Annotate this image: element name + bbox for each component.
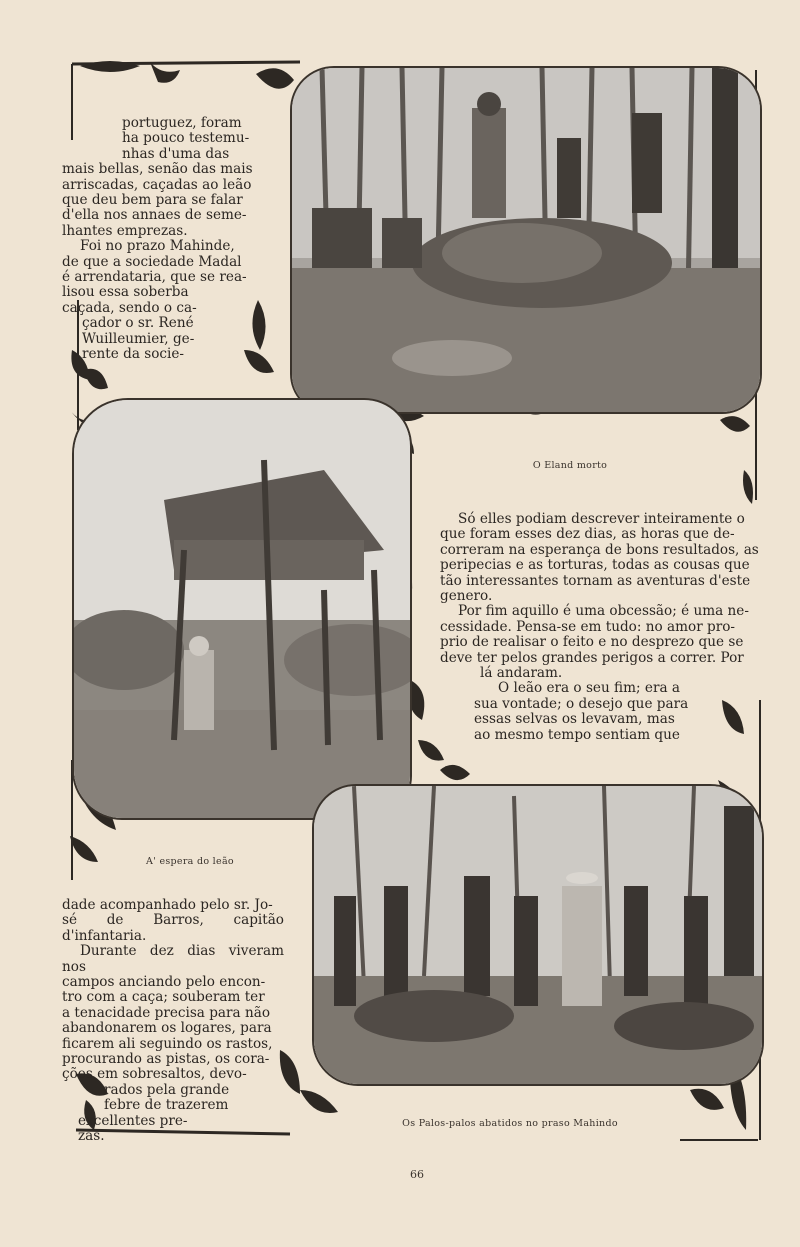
text-line: abandonarem os logares, para xyxy=(62,1020,272,1037)
caption-eland-morto: O Eland morto xyxy=(532,460,608,471)
photo-eland-morto xyxy=(290,66,762,414)
text-line: de que a sociedade Madal xyxy=(62,253,242,270)
text-line: lisou essa soberba xyxy=(62,284,189,301)
text-line: lhantes emprezas. xyxy=(62,222,188,239)
text-line: dade acompanhado pelo sr. Jo- xyxy=(62,897,273,913)
text-line: Foi no prazo Mahinde, xyxy=(80,238,235,255)
text-line: excellentes pre- xyxy=(78,1112,188,1129)
text-line: que deu bem para se falar xyxy=(62,192,243,209)
text-line: tão interessantes tornam as aventuras d'este xyxy=(440,572,751,589)
text-line: correram na esperança de bons resultados, as xyxy=(440,541,759,558)
text-line: lá andaram. xyxy=(480,665,563,682)
text-line: peripecias e as torturas, todas as cousas que xyxy=(440,557,750,574)
text-line: zas. xyxy=(78,1128,105,1145)
text-block-bottom-left xyxy=(62,898,284,1145)
photo-palos-palos xyxy=(312,784,764,1086)
text-line: çador o sr. René xyxy=(82,315,194,332)
text-line: Wuilleumier, ge- xyxy=(82,330,195,347)
text-line: arriscadas, caçadas ao leão xyxy=(62,176,252,193)
caption-espera-do-leao: A' espera do leão xyxy=(146,856,234,867)
text-line: Por fim aquillo é uma obcessão; é uma ne- xyxy=(458,603,749,620)
text-line: essas selvas os levavam, mas xyxy=(474,711,675,728)
text-line: rente da socie- xyxy=(82,346,185,363)
text-line: nhas d'uma das xyxy=(122,145,230,162)
text-line: ao mesmo tempo sentiam que xyxy=(474,726,680,743)
text-line: mais bellas, senão das mais xyxy=(62,161,253,178)
text-block-right xyxy=(440,512,770,743)
text-line: caçada, sendo o ca- xyxy=(62,299,197,316)
text-line: ha pouco testemu- xyxy=(122,130,250,147)
text-line: Só elles podiam descrever inteiramente o xyxy=(458,511,745,527)
text-line: genero. xyxy=(440,588,493,605)
text-line: procurando as pistas, os cora- xyxy=(62,1051,270,1068)
text-line: Durante dez dias viveram nos xyxy=(62,943,284,975)
caption-palos-palos: Os Palos-palos abatidos no praso Mahindo xyxy=(402,1118,618,1129)
text-line: campos anciando pelo encon- xyxy=(62,974,266,991)
text-line: que foram esses dez dias, as horas que de- xyxy=(440,526,735,543)
text-line: ções em sobresaltos, devo- xyxy=(62,1066,247,1083)
text-line: cessidade. Pensa-se em tudo: no amor pro- xyxy=(440,618,736,635)
text-line: é arrendataria, que se rea- xyxy=(62,269,247,286)
text-line: sua vontade; o desejo que para xyxy=(474,695,689,712)
text-line: a tenacidade precisa para não xyxy=(62,1004,271,1021)
text-line: portuguez, foram xyxy=(122,115,242,131)
text-line: deve ter pelos grandes perigos a correr. Por xyxy=(440,649,744,666)
text-line: febre de trazerem xyxy=(104,1097,229,1114)
text-line: tro com a caça; souberam ter xyxy=(62,989,265,1006)
text-line: d'ella nos annaes de seme- xyxy=(62,207,247,224)
text-line: O leão era o seu fim; era a xyxy=(498,680,680,697)
text-line: ficarem ali seguindo os rastos, xyxy=(62,1035,273,1052)
text-line: rados pela grande xyxy=(104,1081,230,1098)
text-line: prio de realisar o feito e no desprezo que se xyxy=(440,634,744,651)
text-block-top-left xyxy=(62,116,258,363)
text-line: sé de Barros, capitão d'infantaria. xyxy=(62,912,284,944)
page-number: 66 xyxy=(410,1168,424,1181)
photo-espera-do-leao xyxy=(72,398,412,820)
